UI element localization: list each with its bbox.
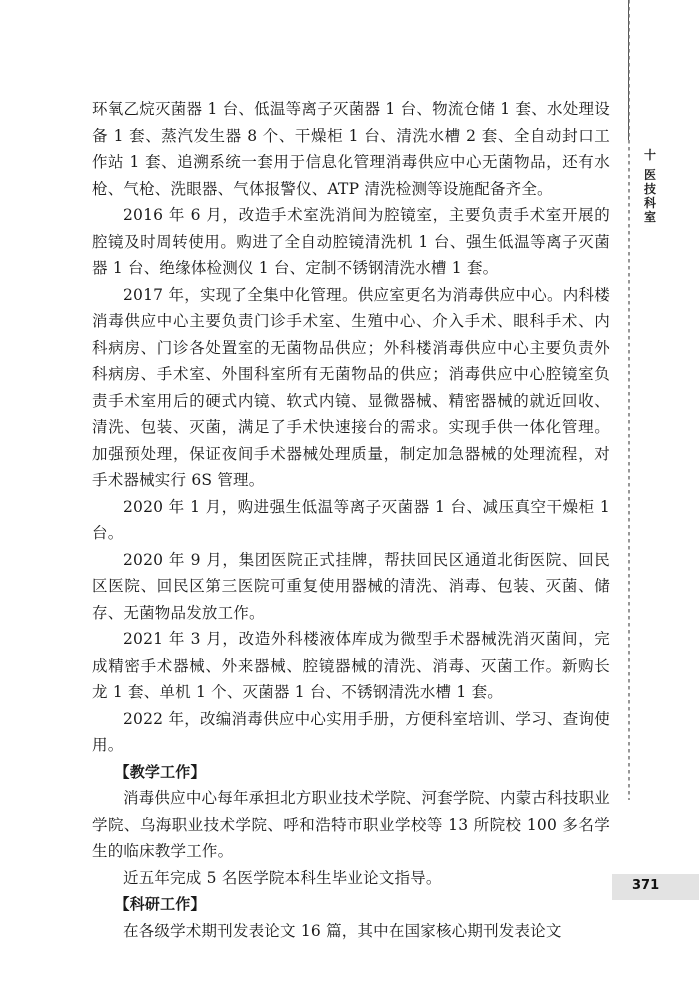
side-dotted-rule [628,0,630,800]
paragraph: 2020 年 9 月，集团医院正式挂牌，帮扶回民区通道北街医院、回民区医院、回民区第三医院可重复使用器械的清洗、消毒、包装、灭菌、储存、无菌物品发放工作。 [92,550,610,622]
paragraph: 2016 年 6 月，改造手术室洗消间为腔镜室，主要负责手术室开展的腔镜及时周转使用。购进了全自动腔镜清洗机 1 台、强生低温等离子灭菌器 1 台、绝缘体检测仪 1 台、定制不锈钢清洗水槽 1 套。 [92,206,610,277]
paragraph: 2021 年 3 月，改造外科楼液体库成为微型手术器械洗消灭菌间，完成精密手术器械、外来器械、腔镜器械的清洗、消毒、灭菌工作。新购长龙 1 套、单机 1 个、灭菌器 1 台、不锈钢清洗水槽 1 套。 [92,630,610,701]
section-marker [640,148,660,224]
section-title: 医技科室 [643,168,656,224]
section-number: 十 [643,148,656,162]
paragraph: 消毒供应中心每年承担北方职业技术学院、河套学院、内蒙古科技职业学院、乌海职业技术学院、呼和浩特市职业学校等 13 所院校 100 多名学生的临床教学工作。 [92,789,610,860]
page-number: 371 [632,878,660,893]
paragraph: 2020 年 1 月，购进强生低温等离子灭菌器 1 台、减压真空干燥柜 1 台。 [92,497,610,542]
paragraph-continuation: 环氧乙烷灭菌器 1 台、低温等离子灭菌器 1 台、物流仓储 1 套、水处理设备 1 套、蒸汽发生器 8 个、干燥柜 1 台、清洗水槽 2 套、全自动封口工作站 1 套、追溯系统一套用于信息化管理消毒供应中心无菌物品，还有水枪、气枪、洗眼器、气体报警仪、ATP 清洗检测等设施配备齐全。 [92,100,610,198]
paragraph: 2017 年，实现了全集中化管理。供应室更名为消毒供应中心。内科楼消毒供应中心主要负责门诊手术室、生殖中心、介入手术、眼科手术、内科病房、门诊各处置室的无菌物品供应；外科楼消毒供应中心主要负责外科病房、手术室、外围科室所有无菌物品的供应；消毒供应中心腔镜室负责手术室用后的硬式内镜、软式内镜、显微器械、精密器械的就近回收、清洗、包装、灭菌，满足了手术快速接台的需求。实现手供一体化管理。加强预处理，保证夜间手术器械处理质量，制定加急器械的处理流程，对手术器械实行 6S 管理。 [92,285,610,489]
paragraph: 近五年完成 5 名医学院本科生毕业论文指导。 [123,868,442,887]
page-body [92,96,610,944]
paragraph: 2022 年，改编消毒供应中心实用手册，方便科室培训、学习、查询使用。 [92,709,610,754]
section-heading-research: 【科研工作】 [114,895,206,913]
paragraph: 在各级学术期刊发表论文 16 篇，其中在国家核心期刊发表论文 [123,921,562,940]
section-heading-teaching: 【教学工作】 [114,762,206,781]
page-number-tab [612,874,699,900]
